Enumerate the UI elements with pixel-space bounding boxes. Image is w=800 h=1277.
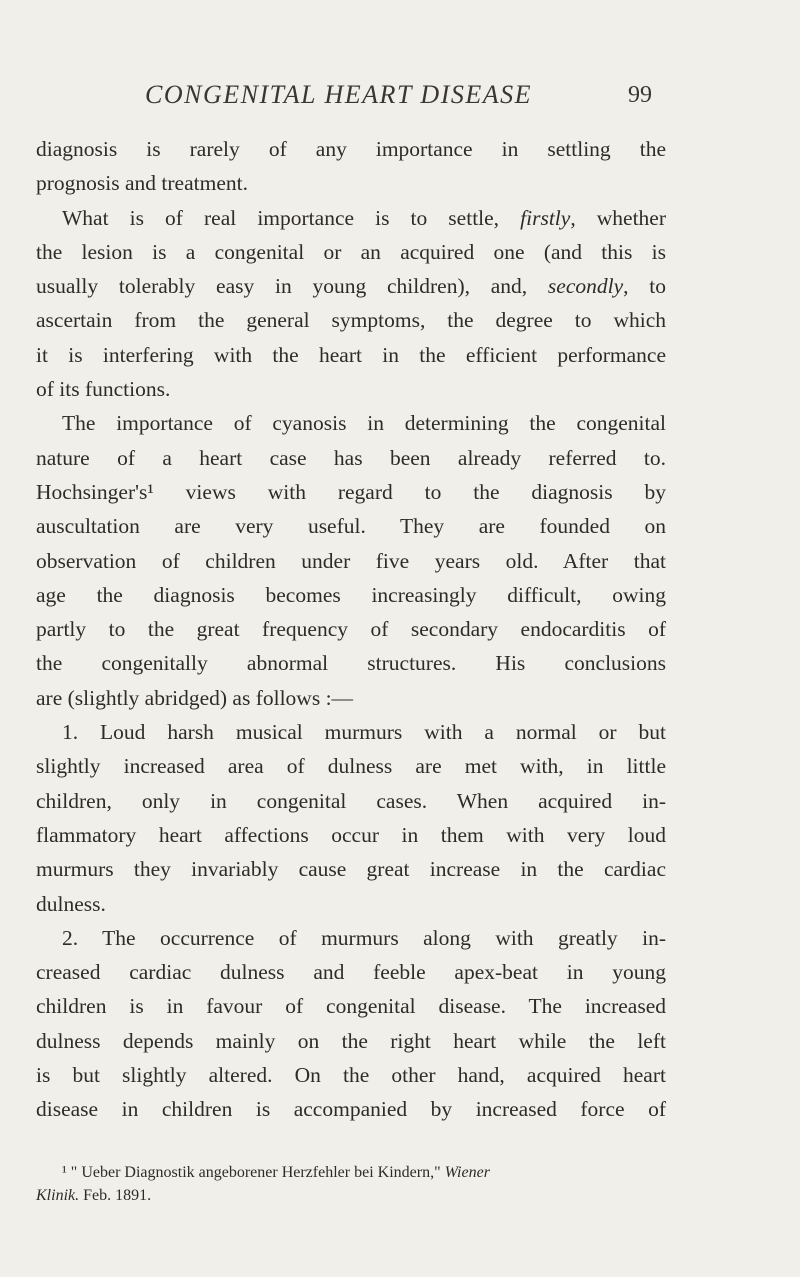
text-line: auscultation are very useful. They are founded on (36, 514, 666, 539)
text-line: murmurs they invariably cause great increase in the cardiac (36, 857, 666, 882)
footnote-journal: Klinik. (36, 1187, 80, 1204)
text-line: prognosis and treatment. (36, 171, 248, 196)
running-title: CONGENITAL HEART DISEASE (145, 80, 533, 109)
text-line: are (slightly abridged) as follows :— (36, 685, 354, 710)
text-line: observation of children under five years old. After that (36, 548, 666, 573)
text-line: creased cardiac dulness and feeble apex-beat in young (36, 960, 666, 985)
text-line: children is in favour of congenital disease. The increased (36, 994, 666, 1019)
text-line: nature of a heart case has been already referred to. (36, 445, 666, 470)
text-line: age the diagnosis becomes increasingly difficult, owing (36, 582, 666, 607)
text-line: of its functions. (36, 377, 171, 402)
text-line: slightly increased area of dulness are met with, in little (36, 754, 666, 779)
text-line: dulness depends mainly on the right heart while the left (36, 1028, 666, 1053)
italic-word: firstly (520, 205, 571, 230)
text-line: 1. Loud harsh musical murmurs with a normal or but (62, 720, 666, 745)
text-line: usually tolerably easy in young children), and, secondly, to (36, 274, 666, 299)
text-line: children, only in congenital cases. When acquired in- (36, 788, 666, 813)
footnote-journal: Wiener (444, 1164, 490, 1181)
footnote-line (36, 1184, 666, 1207)
text-line: ascertain from the general symptoms, the degree to which (36, 308, 666, 333)
text-line: Hochsinger's¹ views with regard to the diagnosis by (36, 479, 666, 504)
footnote-date: Feb. 1891. (83, 1187, 152, 1204)
text-line: the lesion is a congenital or an acquired one (and this is (36, 239, 666, 264)
body-text (36, 132, 666, 1127)
page-number: 99 (628, 82, 652, 108)
text-line: partly to the great frequency of secondary endocarditis of (36, 617, 666, 642)
footnote-line (36, 1161, 666, 1184)
text-line: disease in children is accompanied by increased force of (36, 1097, 666, 1122)
text-line: is but slightly altered. On the other hand, acquired heart (36, 1063, 666, 1088)
text-line: it is interfering with the heart in the efficient performance (36, 342, 666, 367)
text-line: 2. The occurrence of murmurs along with greatly in- (62, 925, 666, 950)
text-line: What is of real importance is to settle, firstly, whether (62, 205, 667, 230)
text-line: diagnosis is rarely of any importance in settling the (36, 137, 666, 161)
text-line: the congenitally abnormal structures. His conclusions (36, 651, 666, 676)
running-head (0, 80, 800, 110)
text-line: dulness. (36, 891, 106, 916)
text-line: flammatory heart affections occur in them with very loud (36, 822, 666, 847)
text-line: The importance of cyanosis in determining the congenital (62, 411, 666, 436)
footnote-citation: ¹ " Ueber Diagnostik angeborener Herzfehler bei Kindern," (62, 1164, 441, 1181)
footnote (36, 1161, 666, 1207)
italic-word: secondly (547, 274, 624, 299)
